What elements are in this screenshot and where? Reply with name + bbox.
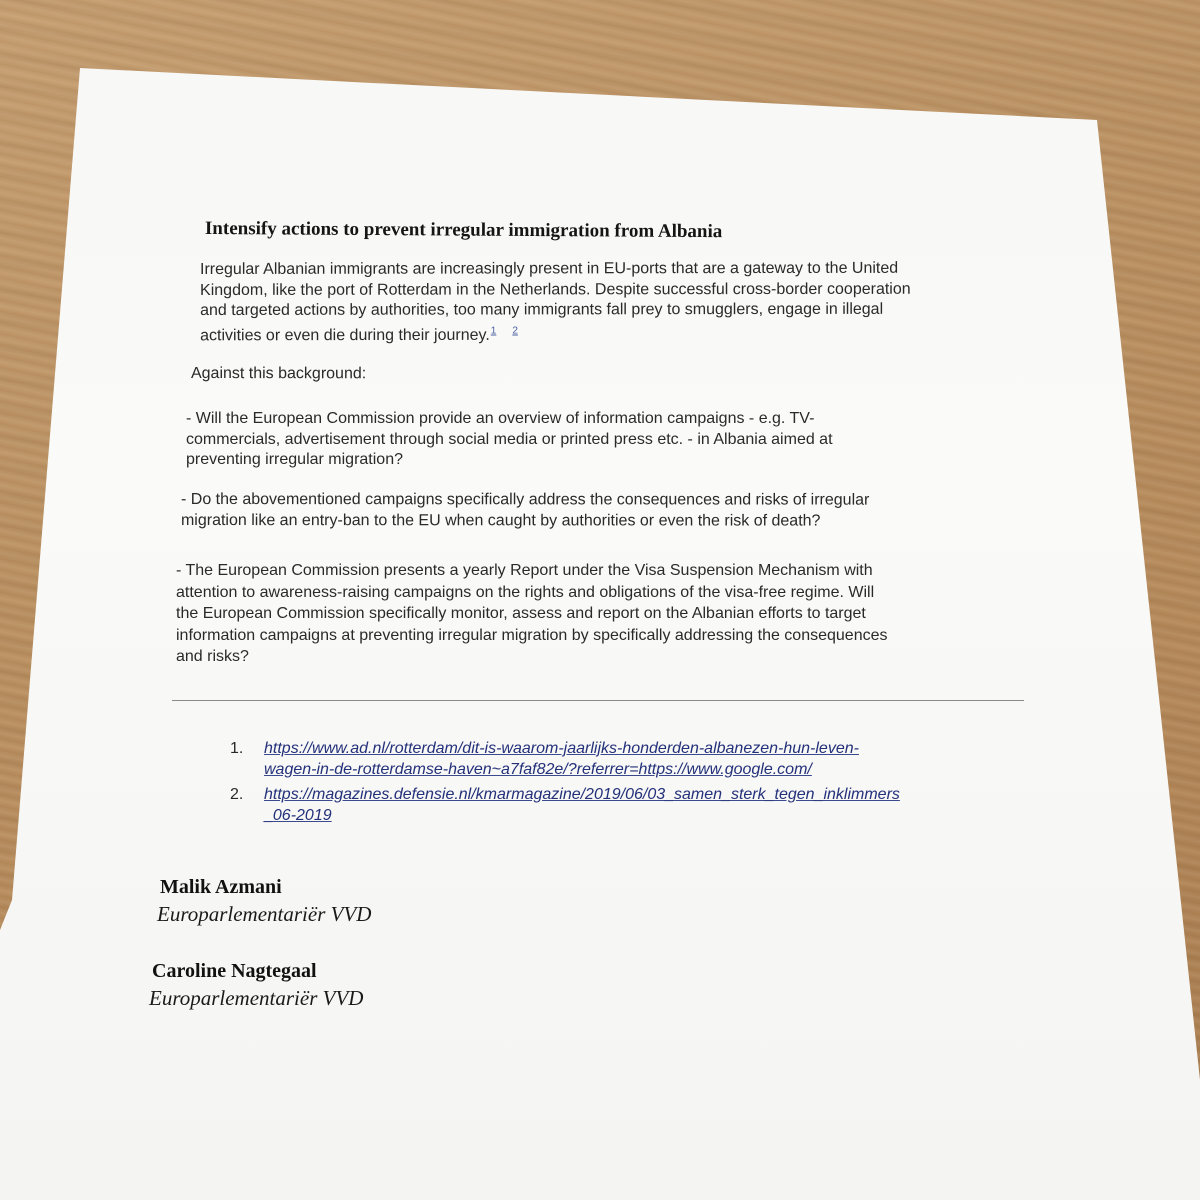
signatory-name: Malik Azmani: [160, 876, 282, 898]
intro-line-text: activities or even die during their journey.: [200, 326, 490, 344]
question-line: the European Commission specifically monitor, assess and report on the Albanian efforts to target: [176, 605, 866, 622]
signatory-name: Caroline Nagtegaal: [152, 960, 317, 982]
footnote-link-line[interactable]: https://www.ad.nl/rotterdam/dit-is-waarom-jaarlijks-honderden-albanezen-hun-leven-: [264, 740, 859, 757]
question-line: and risks?: [176, 648, 249, 665]
question-line: - Will the European Commission provide an overview of information campaigns - e.g. TV-: [186, 410, 815, 427]
background-paragraph: [191, 364, 366, 385]
question-line: preventing irregular migration?: [186, 451, 403, 468]
question-line: migration like an entry-ban to the EU when caught by authorities or even the risk of death?: [180, 511, 821, 530]
intro-line: [200, 320, 911, 346]
question-line: - The European Commission presents a yearly Report under the Visa Suspension Mechanism with: [176, 562, 873, 579]
question-line: - Do the abovementioned campaigns specifically address the consequences and risks of irregular: [180, 491, 870, 509]
question-line: information campaigns at preventing irregular migration by specifically addressing the consequences: [176, 626, 888, 644]
footnote-ref-2[interactable]: 2: [512, 324, 518, 336]
signatory-role: Europarlementariër VVD: [157, 902, 372, 926]
background-line: Against this background:: [190, 365, 367, 383]
question-line: attention to awareness-raising campaigns on the rights and obligations of the visa-free regime. Will: [176, 583, 875, 601]
question-2: [181, 490, 869, 532]
footnote-ref-1[interactable]: 1: [490, 324, 497, 336]
footnote-number: 2.: [230, 786, 244, 803]
footnote-link-line[interactable]: https://magazines.defensie.nl/kmarmagazine/2019/06/03_samen_sterk_tegen_inklimmers: [264, 786, 900, 803]
question-3: [176, 560, 888, 668]
footnote-divider: [172, 700, 1024, 701]
signatory-role: Europarlementariër VVD: [149, 986, 364, 1010]
document-heading: Intensify actions to prevent irregular immigration from Albania: [204, 218, 723, 243]
intro-paragraph: [200, 259, 911, 347]
footnote-link-line[interactable]: wagen-in-de-rotterdamse-haven~a7faf82e/?referrer=https://www.google.com/: [264, 761, 812, 778]
footnote-number: 1.: [230, 740, 244, 757]
footnote-item: [230, 738, 900, 780]
intro-line: Kingdom, like the port of Rotterdam in the Netherlands. Despite successful cross-border cooperation: [200, 280, 911, 299]
question-1: [186, 409, 833, 471]
footnotes-list: [230, 738, 900, 830]
intro-line: and targeted actions by authorities, too many immigrants fall prey to smugglers, engage in illegal: [200, 300, 884, 319]
question-line: commercials, advertisement through social media or printed press etc. - in Albania aimed at: [186, 430, 833, 448]
intro-line: Irregular Albanian immigrants are increasingly present in EU-ports that are a gateway to the United: [200, 259, 899, 278]
footnote-item: [230, 784, 900, 826]
footnote-link-line[interactable]: _06-2019: [264, 807, 332, 824]
